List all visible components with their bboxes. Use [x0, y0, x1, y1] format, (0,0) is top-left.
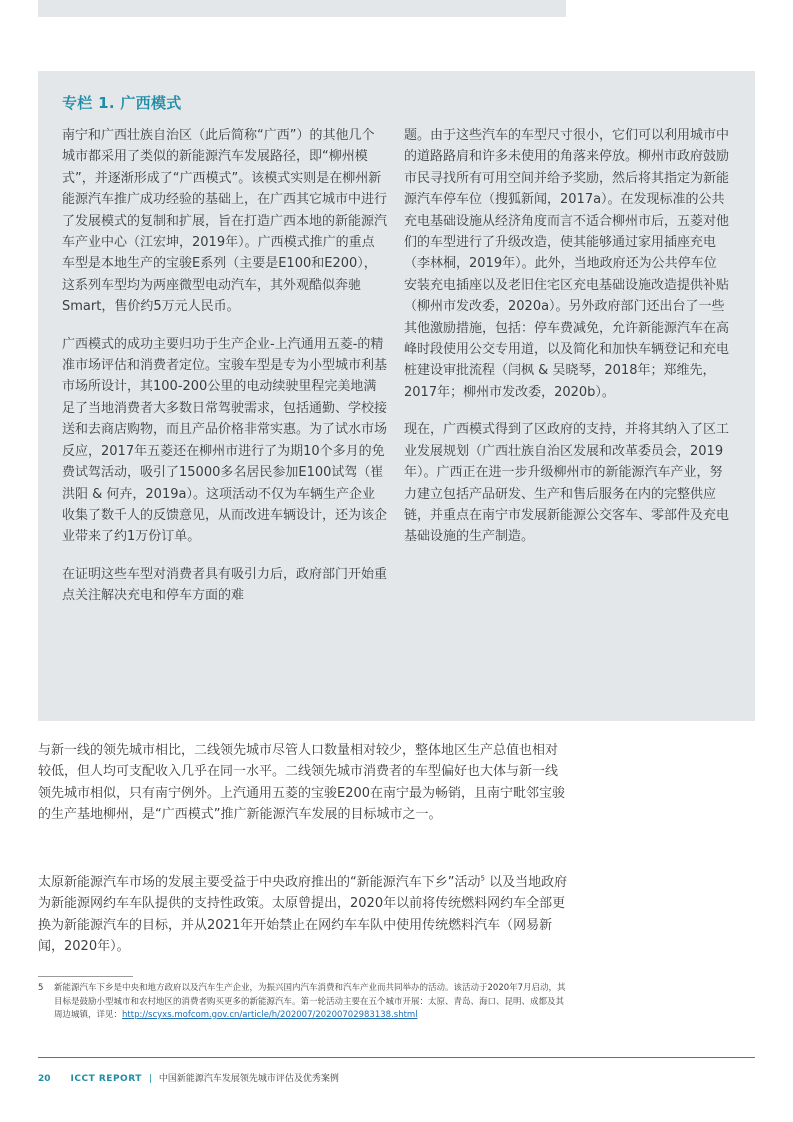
body-paragraph-text: 与新一线的领先城市相比，二线领先城市尽管人口数量相对较少，整体地区生产总值也相对较低，但人均可支配收入几乎在同一水平。二线领先城市消费者的车型偏好也大体与新一线领先城市相似，只有南宁例外。上汽通用五菱的宝骏E200在南宁最为畅销，且南宁毗邻宝骏的生产基地柳州，是“广西模式”推广新能源汽车发展的目标城市之一。: [38, 743, 566, 823]
sidebar-paragraph: 南宁和广西壮族自治区（此后简称“广西”）的其他几个城市都采用了类似的新能源汽车发展路径，即“柳州模式”，并逐渐形成了“广西模式”。该模式实则是在柳州新能源汽车推广成功经验的基础上，在广西其它城市中进行了发展模式的复制和扩展，旨在打造广西本地的新能源汽车产业中心（江宏坤，2019年）。广西模式推广的重点车型是本地生产的宝骏E系列（主要是E100和E200），这系列车型均为两座微型电动汽车，其外观酷似奔驰Smart，售价约5万元人民币。: [62, 128, 388, 315]
report-brand: ICCT REPORT: [70, 1074, 142, 1084]
sidebar-paragraph: 在证明这些车型对消费者具有吸引力后，政府部门开始重点关注解决充电和停车方面的难: [62, 566, 388, 604]
footnote-divider: [38, 976, 133, 977]
sidebar-box: [38, 71, 755, 721]
sidebar-paragraph: 广西模式的成功主要归功于生产企业-上汽通用五菱-的精准市场评估和消费者定位。宝骏车型是专为小型城市利基市场所设计，其100-200公里的电动续驶里程完美地满足了当地消费者大多数日常驾驶需求，包括通勤、学校接送和去商店购物，而且产品价格非常实惠。为了试水市场反应，2017年五菱还在柳州市进行了为期10个多月的免费试驾活动，吸引了15000多名居民参加E100试驾（崔洪阳 & 何卉，2019a）。这项活动不仅为车辆生产企业收集了数千人的反馈意见，从而改进车辆设计，还为该企业带来了约1万份订单。: [62, 336, 388, 545]
body-paragraph-text: [38, 872, 568, 958]
page-footer: [38, 1071, 339, 1084]
sidebar-right-column: [404, 125, 729, 564]
top-continuation-box: [38, 0, 566, 17]
footer-divider: [38, 1057, 755, 1058]
sidebar-paragraph: 题。由于这些汽车的车型尺寸很小，它们可以利用城市中的道路路肩和许多未使用的角落来停放。柳州市政府鼓励市民寻找所有可用空间并给予奖励，然后将其指定为新能源汽车停车位（搜狐新闻，2017a）。在发现标准的公共充电基础设施从经济角度而言不适合柳州市后，五菱对他们的车型进行了升级改造，使其能够通过家用插座充电（李林桐，2019年）。此外，当地政府还为公共停车位安装充电插座以及老旧住宅区充电基础设施改造提供补贴（柳州市发改委，2020a）。另外政府部门还出台了一些其他激励措施，包括：停车费减免，允许新能源汽车在高峰时段使用公交专用道，以及简化和加快车辆登记和充电桩建设审批流程（闫枫 & 吴晓琴，2018年；郑维先，2017年；柳州市发改委，2020b）。: [404, 128, 730, 400]
sidebar-box-title: 专栏 1. 广西模式: [62, 94, 182, 112]
body-paragraph-2: [38, 872, 568, 958]
sidebar-paragraph: 现在，广西模式得到了区政府的支持，并将其纳入了区工业发展规划（广西壮族自治区发展和改革委员会，2019年）。广西正在进一步升级柳州市的新能源汽车产业，努力建立包括产品研发、生产和售后服务在内的完整供应链，并重点在南宁市发展新能源公交客车、零部件及充电基础设施的生产制造。: [404, 422, 730, 545]
footer-separator: |: [148, 1074, 152, 1084]
footnote-reference[interactable]: 5: [480, 874, 485, 883]
body-paragraph-1: [38, 740, 568, 826]
footnote-number: 5: [38, 983, 44, 993]
body-paragraph-part: 太原新能源汽车市场的发展主要受益于中央政府推出的“新能源汽车下乡”活动: [38, 875, 481, 890]
footnote: [38, 982, 568, 1023]
footnote-body: [54, 982, 568, 1023]
footnote-text: 新能源汽车下乡是中央和地方政府以及汽车生产企业，为振兴国内汽车消费和汽车产业而共同举办的活动。该活动于2020年7月启动，其目标是鼓励小型城市和农村地区的消费者购买更多的新能源汽车。第一轮活动主要在五个城市开展：太原、青岛、海口、昆明、成都及其周边城镇，详见：: [54, 983, 566, 1020]
footnote-link[interactable]: http://scyxs.mofcom.gov.cn/article/h/202007/20200702983138.shtml: [122, 1010, 418, 1020]
sidebar-left-column: [62, 125, 387, 623]
body-paragraph-part: 以及当地政府为新能源网约车车队提供的支持性政策。太原曾提出，2020年以前将传统燃料网约车全部更换为新能源汽车的目标，并从2021年开始禁止在网约车车队中使用传统燃料汽车（网易新闻，2020年）。: [38, 875, 568, 955]
document-title: 中国新能源汽车发展领先城市评估及优秀案例: [158, 1074, 339, 1084]
page-number: 20: [38, 1074, 51, 1084]
